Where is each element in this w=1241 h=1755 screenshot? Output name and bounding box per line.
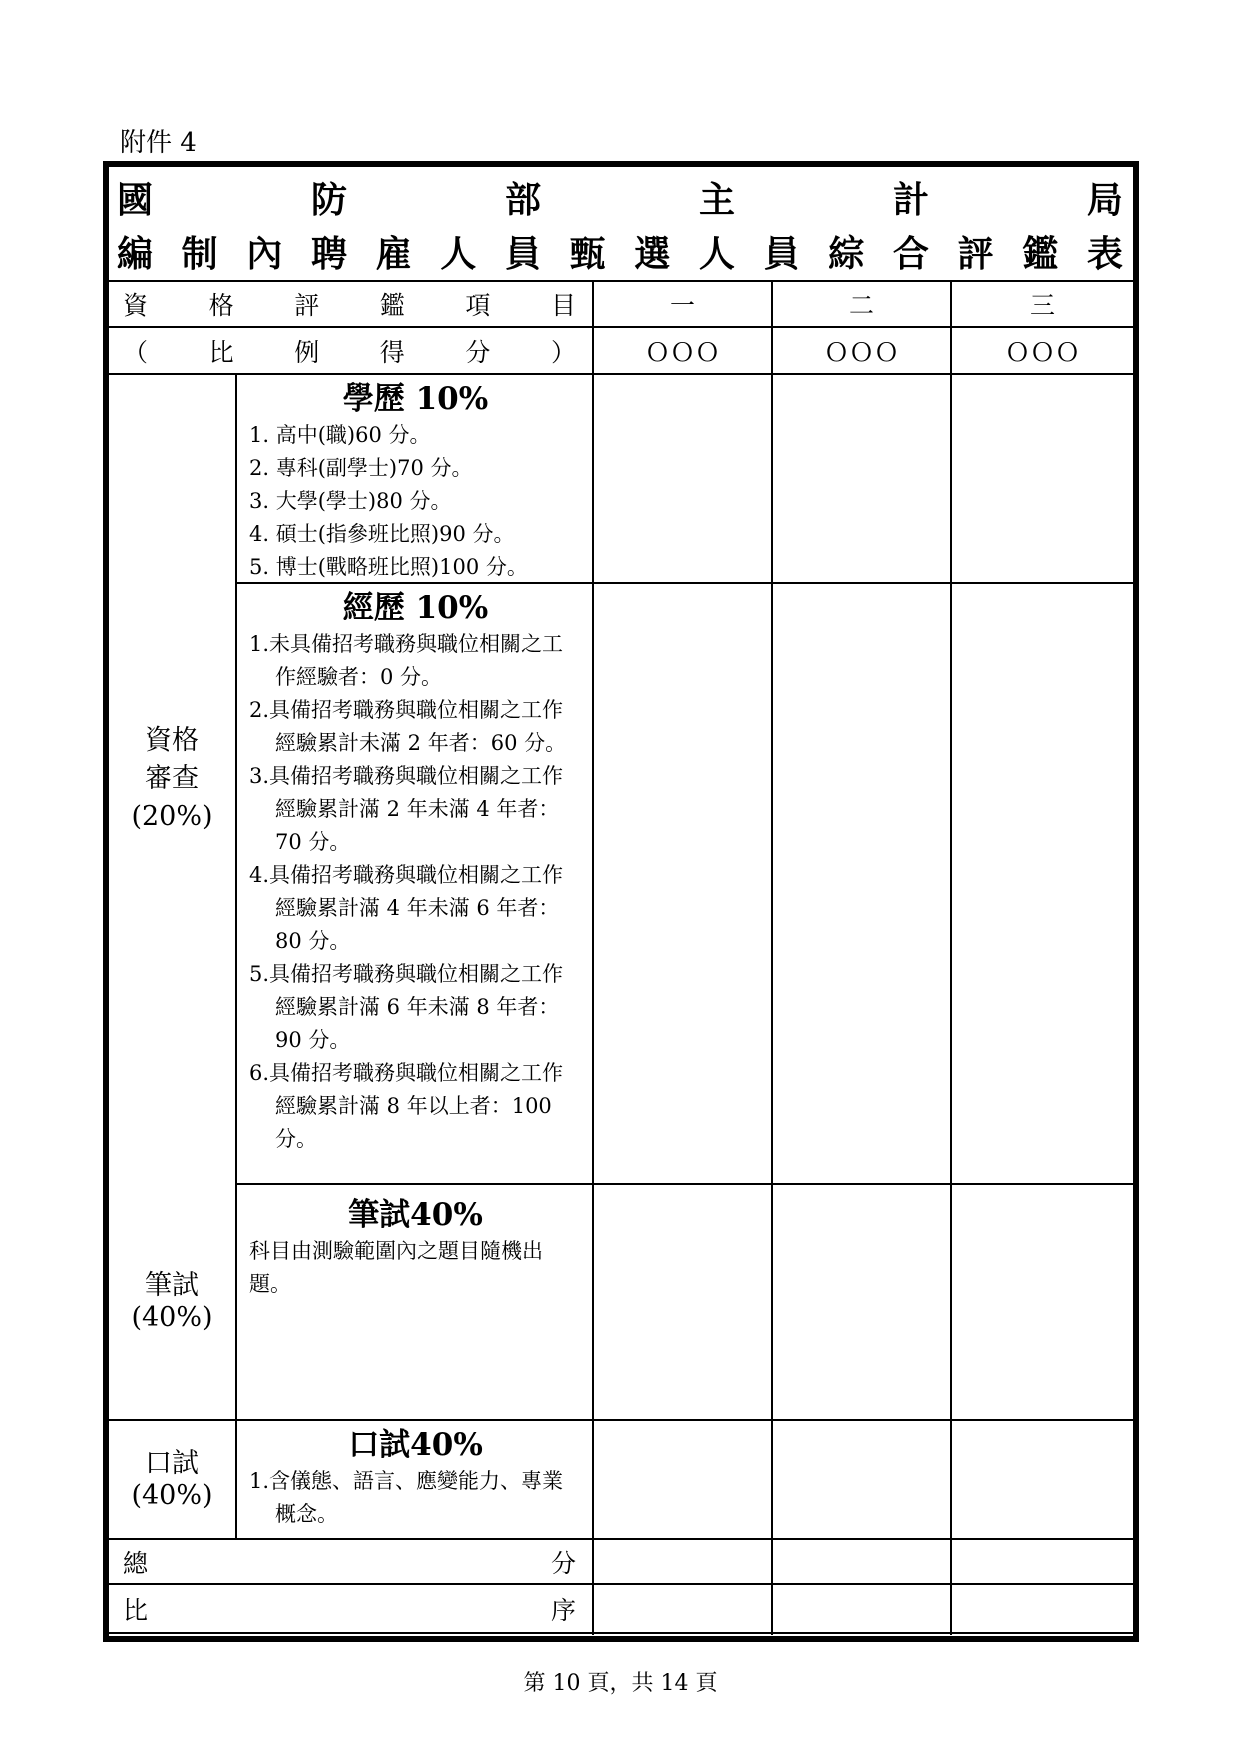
- title-char: 國: [117, 178, 154, 221]
- rank-label: [109, 1585, 592, 1632]
- evaluation-form: [103, 161, 1139, 1642]
- title-char: 計: [892, 178, 929, 221]
- candidate-name-2: ＯＯＯ: [823, 337, 899, 367]
- header-char: 格: [208, 291, 234, 320]
- table-rule: [109, 1632, 1133, 1634]
- header-char: 得: [379, 337, 405, 367]
- title-char: 表: [1086, 232, 1123, 275]
- row-label-char: 總: [123, 1548, 149, 1578]
- form-title-line2: [109, 225, 1133, 277]
- experience-item: 6.具備招考職務與職位相關之工作經驗累計滿 8 年以上者：100 分。: [249, 1061, 564, 1151]
- title-char: 制: [181, 232, 218, 275]
- oral-item: 1.含儀態、語言、應變能力、專業概念。: [249, 1469, 564, 1526]
- education-criteria: [237, 375, 592, 582]
- header-char: ）: [550, 337, 576, 367]
- oral-title: 口試40%: [348, 1427, 483, 1463]
- qualification-section-label: [109, 375, 235, 1183]
- education-title: 學歷 10%: [342, 381, 489, 417]
- candidate-number-1: 一: [669, 291, 695, 320]
- experience-criteria: [237, 584, 592, 1183]
- row-label-char: 序: [550, 1595, 576, 1625]
- title-char: 聘: [310, 232, 347, 275]
- header-char: 目: [550, 291, 576, 320]
- experience-item: 5.具備招考職務與職位相關之工作經驗累計滿 6 年未滿 8 年者：90 分。: [249, 962, 564, 1052]
- experience-item: 2.具備招考職務與職位相關之工作經驗累計未滿 2 年者：60 分。: [249, 698, 567, 755]
- section-percent: (20%): [131, 801, 213, 832]
- experience-item: 1.未具備招考職務與職位相關之工作經驗者：0 分。: [249, 632, 564, 689]
- header-char: 評: [294, 291, 320, 320]
- title-char: 員: [504, 232, 541, 275]
- title-char: 選: [634, 232, 671, 275]
- title-char: 內: [246, 232, 283, 275]
- title-char: 合: [892, 232, 929, 275]
- title-char: 編: [117, 232, 154, 275]
- title-char: 員: [763, 232, 800, 275]
- row-label-char: 比: [123, 1595, 149, 1625]
- education-item: 5. 博士(戰略班比照)100 分。: [249, 555, 528, 579]
- candidate-number-3: 三: [1029, 291, 1055, 320]
- title-char: 局: [1086, 178, 1123, 221]
- total-score-label: [109, 1540, 592, 1583]
- written-title: 筆試40%: [348, 1197, 483, 1233]
- candidate-name-3: ＯＯＯ: [1004, 337, 1080, 367]
- education-item: 4. 碩士(指參班比照)90 分。: [249, 522, 515, 546]
- education-item: 1. 高中(職)60 分。: [249, 423, 431, 447]
- written-section-label: [109, 1185, 235, 1419]
- header-char: 分: [465, 337, 491, 367]
- title-char: 部: [504, 178, 541, 221]
- title-char: 評: [957, 232, 994, 275]
- attachment-label: 附件 4: [120, 128, 197, 158]
- written-criteria: [237, 1185, 592, 1419]
- score-ratio-header: [109, 328, 592, 373]
- section-label-line: 審查: [145, 763, 199, 794]
- title-char: 甄: [569, 232, 606, 275]
- candidate-name-1: ＯＯＯ: [644, 337, 720, 367]
- oral-criteria: [237, 1421, 592, 1538]
- section-label-line: 口試: [145, 1447, 199, 1479]
- evaluation-table: [109, 280, 1133, 1636]
- education-item: 2. 專科(副學士)70 分。: [249, 456, 473, 480]
- section-percent: (40%): [131, 1479, 213, 1511]
- title-char: 鑑: [1022, 232, 1059, 275]
- row-label-char: 分: [550, 1548, 576, 1578]
- header-char: （: [123, 337, 149, 367]
- candidate-number-2: 二: [848, 291, 874, 320]
- title-char: 防: [310, 178, 347, 221]
- title-char: 主: [698, 178, 735, 221]
- experience-item: 4.具備招考職務與職位相關之工作經驗累計滿 4 年未滿 6 年者：80 分。: [249, 863, 564, 953]
- form-title-line1: [109, 171, 1133, 223]
- experience-title: 經歷 10%: [342, 590, 489, 626]
- page-number: 第 10 頁，共 14 頁: [523, 1671, 718, 1696]
- item-header: [109, 282, 592, 326]
- education-item: 3. 大學(學士)80 分。: [249, 489, 452, 513]
- oral-section-label: [109, 1421, 235, 1538]
- table-rule: [771, 280, 773, 1635]
- header-char: 比: [208, 337, 234, 367]
- header-char: 資: [123, 291, 149, 320]
- header-char: 例: [294, 337, 320, 367]
- title-char: 綜: [828, 232, 865, 275]
- section-label-line: 筆試: [145, 1270, 199, 1301]
- title-char: 人: [440, 232, 477, 275]
- title-char: 人: [698, 232, 735, 275]
- title-char: 雇: [375, 232, 412, 275]
- table-rule: [950, 280, 952, 1635]
- experience-item: 3.具備招考職務與職位相關之工作經驗累計滿 2 年未滿 4 年者：70 分。: [249, 764, 564, 854]
- section-label-line: 資格: [145, 725, 199, 756]
- section-percent: (40%): [131, 1302, 213, 1333]
- table-rule: [592, 280, 594, 1635]
- header-char: 項: [465, 291, 491, 320]
- written-text: 科目由測驗範圍內之題目隨機出題。: [249, 1239, 543, 1296]
- header-char: 鑑: [379, 291, 405, 320]
